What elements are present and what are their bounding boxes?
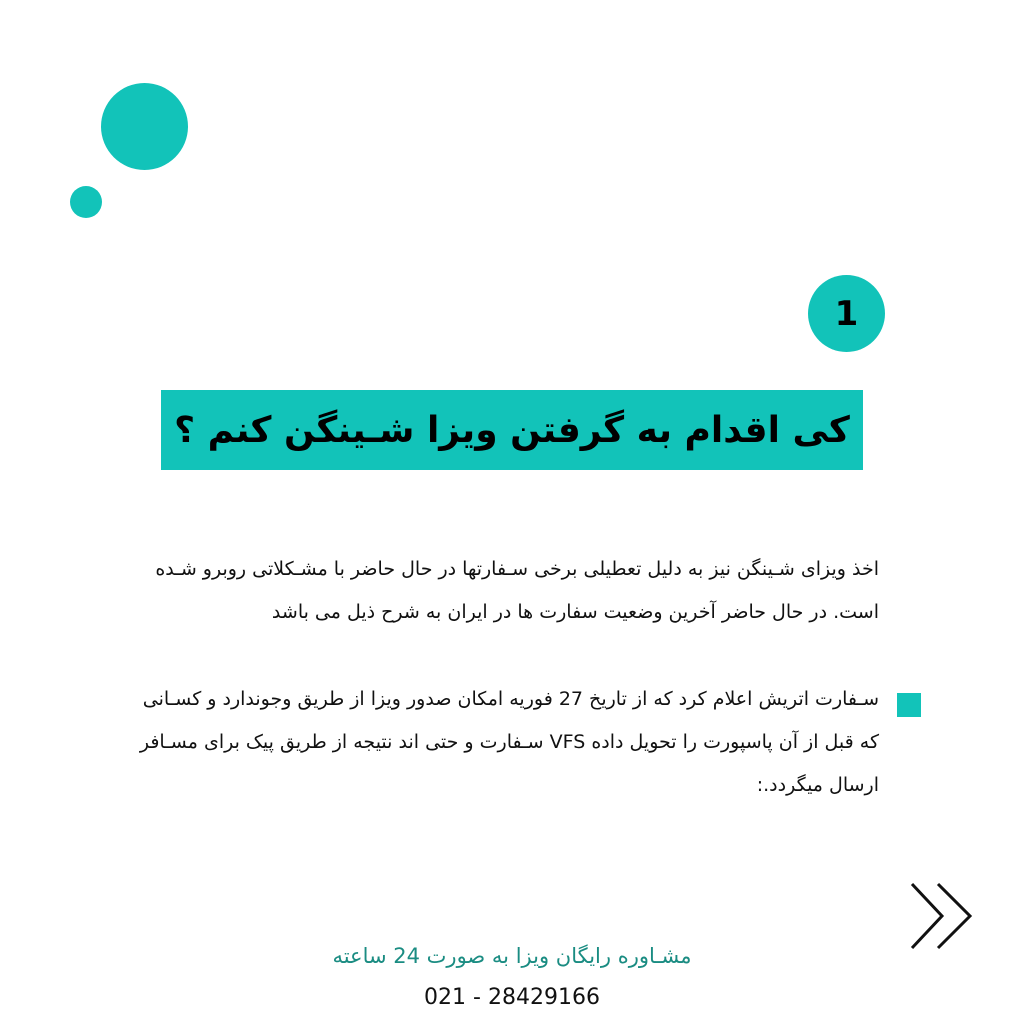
- footer: [0, 936, 1024, 1020]
- consultation-cta: مشـاوره رایگان ویزا به صورت 24 ساعته: [332, 944, 692, 968]
- decor-circle-small: [70, 186, 102, 218]
- square-bullet-icon: [897, 693, 921, 717]
- intro-paragraph: [139, 548, 879, 634]
- intro-text: اخذ ویزای شـینگن نیز به دلیل تعطیلی برخی سـفارتها در حال حاضر با مشـکلاتی روبرو شـده است. در حال حاضر آخرین وضعیت سفارت ها در ایران به شرح ذیل می باشد: [155, 558, 879, 623]
- step-number: 1: [834, 293, 859, 334]
- bullet-text: سـفارت اتریش اعلام کرد که از تاریخ 27 فوریه امکان صدور ویزا از طریق وجوندارد و کسـانی که قبل از آن پاسپورت را تحویل داده VFS سـفارت و حتی اند نتیجه از طریق پیک برای مسـافر ارسال میگردد.:: [139, 688, 879, 796]
- step-number-badge: [808, 275, 885, 352]
- title-banner: [161, 390, 863, 470]
- decor-circle-large: [101, 83, 188, 170]
- bullet-item: [131, 678, 921, 807]
- phone-number[interactable]: 021 - 28429166: [424, 985, 600, 1010]
- page-title: کی اقدام به گرفتن ویزا شـینگن کنم ؟: [174, 409, 850, 451]
